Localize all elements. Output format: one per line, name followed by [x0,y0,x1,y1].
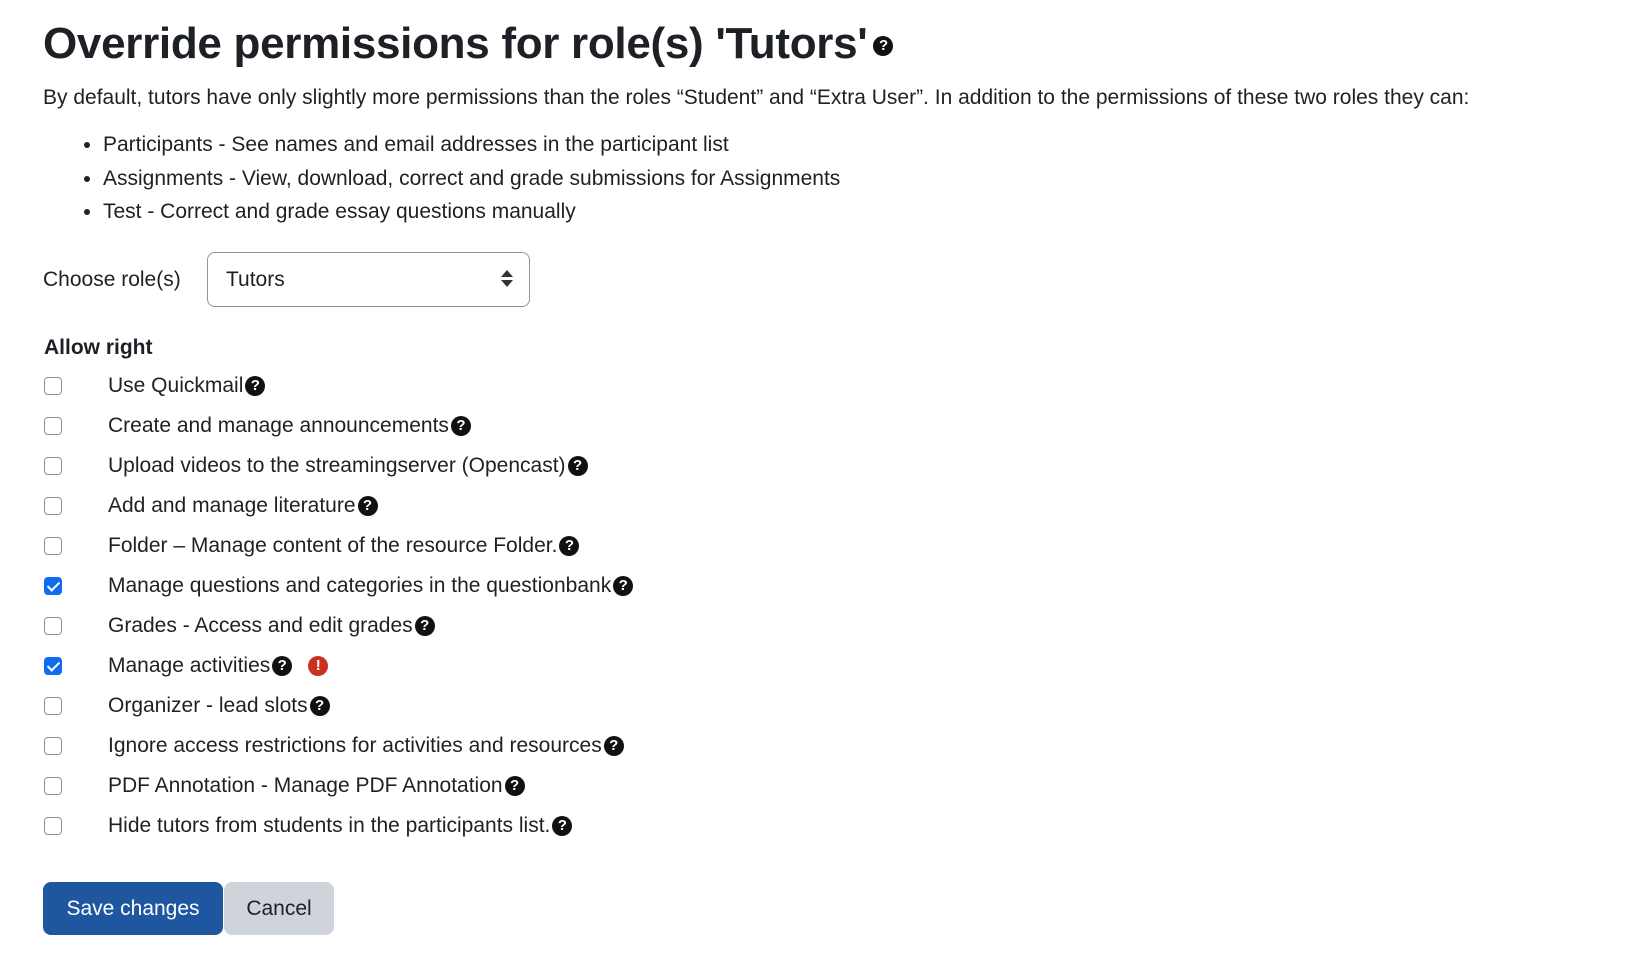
capabilities-list [82,128,840,229]
help-icon[interactable]: ? [552,816,572,836]
permission-label[interactable] [108,611,435,641]
permission-checkbox[interactable] [44,577,62,595]
permission-checkbox[interactable] [44,537,62,555]
permission-label[interactable] [108,731,624,761]
help-icon[interactable]: ? [272,656,292,676]
permission-checkbox[interactable] [44,777,62,795]
permission-checkbox[interactable] [44,457,62,475]
help-icon[interactable]: ? [451,416,471,436]
role-select[interactable] [207,252,530,307]
permission-label-text: Organizer - lead slots [108,694,308,717]
permission-checkbox[interactable] [44,417,62,435]
permission-checkbox[interactable] [44,497,62,515]
help-icon[interactable]: ? [568,456,588,476]
list-item: • Assignments - View, download, correct and grade submissions for Assignments [103,162,840,196]
permission-checkbox[interactable] [44,817,62,835]
permission-label-text: Grades - Access and edit grades [108,614,413,637]
page-title-text: Override permissions for role(s) 'Tutors' [43,19,868,68]
risk-warning-icon[interactable]: ! [308,656,328,676]
help-icon[interactable]: ? [505,776,525,796]
permission-label-text: Ignore access restrictions for activities and resources [108,734,602,757]
permission-label-text: Hide tutors from students in the participants list. [108,814,551,837]
permission-label-text: Manage questions and categories in the questionbank [108,574,612,597]
permission-label[interactable] [108,811,572,841]
permission-label-text: Add and manage literature [108,494,356,517]
permission-label[interactable] [108,691,330,721]
permission-checkbox[interactable] [44,377,62,395]
save-changes-button[interactable]: Save changes [43,882,223,935]
permission-label[interactable] [108,531,579,561]
list-item: • Test - Correct and grade essay questions manually [103,195,840,229]
permission-label-text: Folder – Manage content of the resource Folder. [108,534,558,557]
page-title [43,14,893,74]
permission-label-text: Upload videos to the streamingserver (Opencast) [108,454,566,477]
permission-checkbox[interactable] [44,657,62,675]
cancel-button[interactable]: Cancel [224,882,334,935]
role-select-value: Tutors [226,268,285,291]
select-arrows-icon [501,270,513,288]
permission-checkbox[interactable] [44,737,62,755]
help-icon[interactable]: ? [604,736,624,756]
permission-label-text: Create and manage announcements [108,414,449,437]
permission-label-text: Use Quickmail [108,374,244,397]
permission-label[interactable] [108,451,588,481]
help-icon[interactable]: ? [873,36,893,56]
permission-label-text: PDF Annotation - Manage PDF Annotation [108,774,503,797]
permission-label-text: Manage activities [108,654,271,677]
help-icon[interactable]: ? [245,376,265,396]
permission-label[interactable] [108,651,328,681]
help-icon[interactable]: ? [613,576,633,596]
permission-label[interactable] [108,771,525,801]
list-item: • Participants - See names and email addresses in the participant list [103,128,840,162]
help-icon[interactable]: ? [310,696,330,716]
permission-label[interactable] [108,411,471,441]
help-icon[interactable]: ? [559,536,579,556]
permission-label[interactable] [108,571,633,601]
permission-label[interactable] [108,371,265,401]
permission-checkbox[interactable] [44,617,62,635]
help-icon[interactable]: ? [415,616,435,636]
permission-label[interactable] [108,491,378,521]
choose-role-label: Choose role(s) [43,268,181,291]
permission-checkbox[interactable] [44,697,62,715]
allow-right-heading: Allow right [44,336,153,359]
role-description: By default, tutors have only slightly more permissions than the roles “Student” and “Extra User”. In addition to the permissions of these two roles they can: [43,86,1470,109]
help-icon[interactable]: ? [358,496,378,516]
